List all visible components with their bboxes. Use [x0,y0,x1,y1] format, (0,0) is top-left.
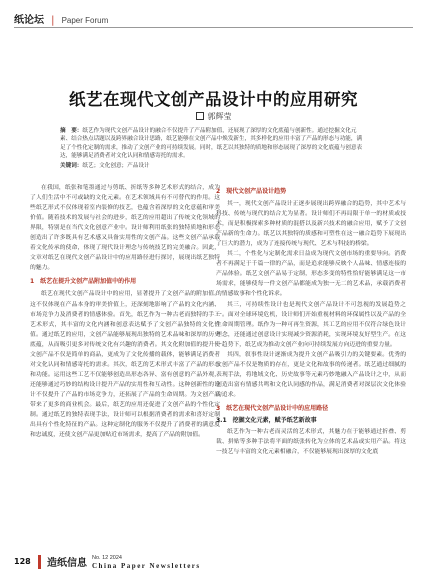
paragraph: 纸艺作为一种古老而灵活的艺术形式，其魅力在于能够通过折叠、剪裁、拼贴等多种手法将平面的纸张转化为立体的艺术品或实用产品。将这一技艺与丰富的文化元素相融合，不仅能够展现出深厚的文化底 [216,429,406,456]
subsection-heading: 3.1 挖掘文化元素，赋予纸艺新故事 [216,417,317,425]
abstract-block [60,127,367,170]
left-column [30,183,220,440]
abstract [60,127,367,161]
section-separator: | [51,15,55,26]
section-name-en: Paper Forum [61,16,109,25]
paragraph: 其一，现代文创产品设计正逐步展现出跨界融合的趋势，其中艺术与科技、传统与现代的结合尤为显著。设计师们不再局限于单一的材质或技术，而是积极探索多种材质的混搭以及新兴技术的融合应用，赋予了文创产品新的生命力。纸艺以其独特的质感和可塑性在这一融合趋势下展现出了巨大的潜力，成为了连接传统与现代、艺术与科技的桥梁。 [216,201,406,248]
section-heading: 2 现代文创产品设计趋势 [216,188,287,195]
footer-accent-bar [38,555,41,569]
page-number: 128 [14,557,31,566]
author-box-icon [196,112,204,120]
paragraph: 其三，可持续性设计也是现代文创产品设计不可忽视的发展趋势之一。面对全球环境危机，设计师们开始重视材料的环保属性以及产品的全生命周期管理。纸作为一种可再生资源，其工艺的应用不仅符合绿色设计理念，还能通过创意设计实现减少资源消耗，实现环境友好型生产。在这一趋势下，纸艺成为推动文创产业向可持续发展方向迈进的重要力量。 [216,301,406,348]
abstract-label: 摘 要： [60,128,83,134]
section-heading: 1 纸艺在提升文创产品附加值中的作用 [30,278,137,286]
keywords-text: 纸艺；文化创意；产品设计 [82,162,150,169]
abstract-text: 纸艺作为现代文创产品设计的融合不仅提升了产品附加值，还展现了深厚的文化底蕴与创新性。通过挖掘文化元素、结合热点话题以及跨界融合设计思路，纸艺能够在文创产品中焕发新生，其多样化的应用丰富了产品的形态与功能，满足了个性化定制的需求，推动了文创产业的可持续发展。同时，纸艺以其独特的质地和形态展现了深厚的文化底蕴与创意表达，能够满足消费者对文化认同和情感寄托的需求。 [60,128,363,160]
issue-number: No. 12 2024 [92,555,122,561]
paragraph: 其二，个性化与定制化需求日益成为现代文创市场的重要导向。消费者不再满足于千篇一律的产品，而是追求能够反映个人品味、情感连接的产品体验。纸艺文创产品易于定制，形态多变的特性恰好能够满足这一市场需求，能够使每一件文创产品都能成为独一无二的艺术品，承载消费者的情感故事和个性化诉求。 [216,251,406,298]
author-name: 郭辉莹 [207,112,232,121]
section-heading: 3 纸艺在现代文创产品设计中的应用路径 [216,404,329,412]
section-name: 纸论坛 [14,15,44,26]
header-divider [14,27,413,28]
author-line [0,111,427,122]
magazine-logo [47,555,87,569]
paragraph: 纸艺在现代文创产品设计中的应用，显著提升了文创产品的附加值。这不仅体现在产品本身的审美价值上，还深刻地影响了产品的文化内涵、市场竞争力及消费者的情感体验。首先，纸艺作为一种古老而独特的手工艺术形式，其丰富的文化内涵和创意表达赋予了文创产品独特的文化价值。通过纸艺的应用，文创产品能够展现出独特的艺术品味和深厚的历史底蕴，从而吸引更多对传统文化有兴趣的消费者。其文化附加值的提升使文创产品不仅是简单的商品，更成为了文化传播的载体，能够满足消费者对文化认同和情感寄托的需求。其次，纸艺的艺术形式丰富了产品的形态和功能。运用这些工艺不仅能够创造出形态各异、富有创意的产品外观，还能够通过巧妙的结构设计提升产品的实用性和互动性。这种创新性的设计不仅提升了产品的市场竞争力，还拓展了产品的生命周期。为文创产品带来了更多的商业机会。最后，纸艺的应用还促进了文创产品的个性化定制。通过纸艺的独特表现手法，设计师可以根据消费者的需求和喜好定制出具有个性化特征的产品。这种定制化的服务不仅提升了消费者的满意度和忠诚度，还使文创产品更加贴近市场需求，提高了产品的附加值。 [30,291,220,439]
magazine-logo-text: 造纸信息 [47,558,87,569]
keywords-label: 关键词： [60,162,83,169]
page-footer [14,555,413,573]
keywords [60,162,367,170]
running-header [14,8,413,24]
paragraph: 其四，叙事性设计逐渐成为提升文创产品吸引力的关键要素。优秀的文创产品不仅是物质的存在，更是文化和故事的传递者。纸艺通过细腻的表现手法，将地域文化、历史故事等元素巧妙地融入产品设计之中，从而创造出富有情感共鸣和文化认同感的作品，满足消费者对深层次文化体验的追求。 [216,351,406,398]
paragraph: 在我国，纸张和笔墨通过与剪纸、折纸等多种艺术形式的结合，成为了人们生活中不可或缺的文化元素。在艺术领域具有不可替代的作用。这些纸艺形式不仅体现着室内装修的技艺，也蕴含着深厚的文化意蕴和审美价值。随着技术的发展与社会的进步，纸艺的应用超出了传统文化领域的界限，特别是在当代文化创意产业中。设计师利用纸张的独特质地和形态创造出了许多既具有艺术感又具备实用性的文创产品。这些文创产品承载着文化传承的使命，体现了现代设计理念与传统技艺的完美融合。因此，文章对纸艺在现代文创产品设计中的应用路径进行探讨，展现出纸艺独特的魅力。 [30,185,220,272]
right-column [216,183,406,457]
magazine-name: China Paper Newsletters [92,562,201,570]
article-title: 纸艺在现代文创产品设计中的应用研究 [69,90,358,109]
